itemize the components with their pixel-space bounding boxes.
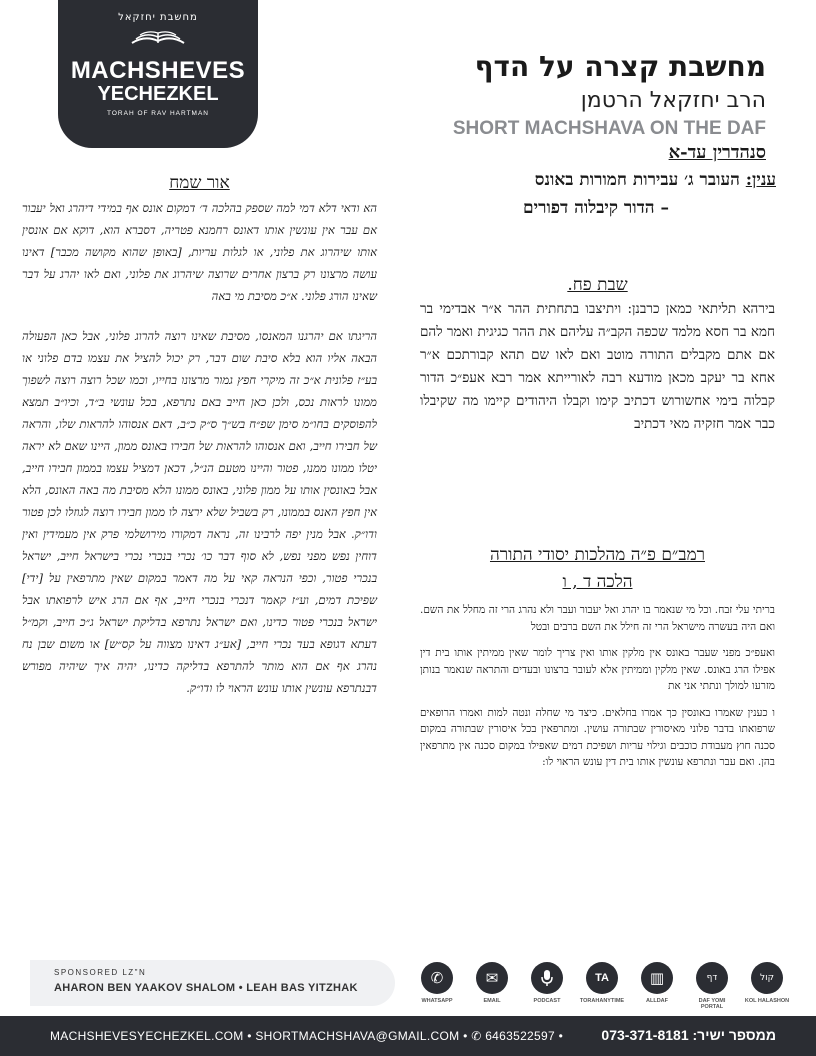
rambam-p2: ואעפ״כ מפני שעבר באונס אין מלקין אותו ואין צריך לומר שאין ממיתין אותו בית דין אפילו הרג באונס. שאין מלקין וממיתין אלא לעובר ברצונו ובעדים והתראה שנאמר בנותן מזרעו למולך ונתתי אני את: [420, 647, 775, 692]
rambam-halacha: הלכה ד , ו: [562, 572, 633, 592]
ohr-sameach-para1: הא ודאי דלא דמי למה שספק בהלכה ד׳ דמקום אונס אף במידי דיהרג ואל יעבור אם עבר אין עונשין אותו דאונס רחמנא פטריה, דסברא הוא, דוקא אם אונסין אותו שיהרוג את פלוני, או לגלות עריות, [באופן שהוא מקושה מכבר] דאינו עושה מרצונו רק ברצון אחרים שרוצה שיהרוג את פלוני, ואם לאו יהרג על דבר שאינו הורג פלוני. א״כ מסיבת מי באה: [22, 201, 377, 303]
podcast-icon: [540, 969, 554, 987]
link-whatsapp[interactable]: [412, 962, 462, 1010]
book-icon: [128, 27, 188, 49]
kolhalashon-icon: קול: [760, 973, 774, 983]
page-title: מחשבת קצרה על הדף: [474, 50, 766, 83]
rambam-title: רמב״ם פ״ה מהלכות יסודי התורה: [489, 545, 705, 565]
alldaf-label: ALLDAF: [646, 998, 668, 1004]
logo-tagline: TORAH OF RAV HARTMAN: [107, 110, 209, 117]
ohr-sameach-section: [22, 173, 377, 913]
link-kolhalashon[interactable]: [742, 962, 792, 1010]
podcast-label: PODCAST: [533, 998, 561, 1004]
inyan-line2: – הדור קיבלוה דפורים: [523, 198, 669, 218]
sponsor-label: SPONSORED LZ"N: [54, 968, 147, 977]
shabbos-title: שבת פח.: [567, 275, 628, 295]
whatsapp-icon: ✆: [430, 969, 444, 987]
link-torahanytime[interactable]: [577, 962, 627, 1010]
email-label: EMAIL: [483, 998, 501, 1004]
kolhalashon-label: KOL HALASHON: [744, 998, 790, 1004]
link-dafyomi-portal[interactable]: [687, 962, 737, 1010]
logo: [58, 0, 258, 148]
rambam-p3: ו כענין שאמרו באונסין כך אמרו בחלאים. כיצד מי שחלה ונטה למות ואמרו הרופאים שרפואתו בדבר פלוני מאיסורין שבתורה עושין. ומתרפאין בכל איסורין שבתורה במקום סכנה חוץ מעבודת כוכבים וגילוי עריות ושפיכת דמים שאפילו במקום סכנה אין מתרפאין בהן. ואם עבר ונתרפא עונשין אותו בית דין עונש הראוי לו:: [420, 706, 775, 768]
masechta: סנהדרין עד-א: [668, 142, 766, 163]
inyan-line1: [416, 170, 776, 190]
alldaf-icon: ▥: [649, 969, 665, 987]
ohr-sameach-para2: הריגתו אם יהרגנו המאנסו, מסיבת שאינו רוצה להרוג פלוני, אבל כאן הפעולה הבאה אליו הוא בלא סיבת שום דבר, רק יכול להציל את עצמו בדם פלוני או בע״ז פלונית א״כ זה מיקרי חפץ גמור מרצונו בחייו, וכמו שכל רוצה רוצה לשפוך ממונו לראות נכס, ולכן כאן חייב באם נתרפא, בכל עונשי ב״ד, וכיו״ב תמצא להפוסקים בחו״מ סימן שפ״ח בש״ך ס״ק כ״ב, דאם אנסוהו להראות שלו, והראה של חבירו חייב, ואם אנסוהו להראות של חבירו באונס ממון, היינו שאם לא יראה יטלו ממונו ממנו, פטור והיינו מטעם הנ״ל, דכאן דמציל עצמו בממון חבירו חייב, אבל באונסין אותו על ממון פלוני, באונס ממונו הלא מסיבת מה באה האונס, הלא אין חפץ האנס בממונו, רק בשביל שלא ירצה לו ממון חבירו רוצה לגוזלו לכן פטור ודו״ק. אבל מנין יפה לרבינו זה, נראה דמקורו מירושלמי פרק אין מעמידין ואין דוחין נפש מפני נפש, לא סוף דבר כו׳ נכרי בנכרי נכרי בישראל חייב, ישראל בנכרי פטור, וכפי הנראה קאי על מה דאמר במקום שאין מתרפאין על [ידי] שפיכת דמים, וע״ז קאמר דנכרי בנכרי חייב, אף אם הרג איש לרפואתו אבל ישראל בנכרי פטור כדינו, ואם ישראל נתרפא בדליקת ישראל ג״כ חייב, וקמ״ל דעתא דגופא בעד נכרי חייב, [אע״ג דאינו מצווה על קס״ש] או משום שבן נח נהרג אף אם הוא מותר להתרפא בדליקה כדינו, יהיה איך שיהיה מפורש דבנתרפא עונשין אותו עונש הראוי לו ודו״ק.: [22, 329, 377, 695]
ohr-sameach-title: אור שמח: [169, 173, 230, 193]
english-title: SHORT MACHSHAVA ON THE DAF: [452, 118, 766, 139]
footer-phone[interactable]: ממספר ישיר: 073-371-8181: [601, 1027, 776, 1043]
rambam-p1: בריתי עלי זבח. וכל מי שנאמר בו יהרג ואל יעבור ועבר ולא נהרג הרי זה מחלל את השם. ואם היה בעשרה מישראל הרי זה חילל את השם ברבים ובטל: [420, 604, 775, 633]
dafyomi-portal-icon: דף: [706, 973, 718, 983]
footer: [0, 1016, 816, 1056]
sponsor-box: [30, 960, 395, 1006]
author: הרב יחזקאל הרטמן: [580, 88, 766, 113]
email-icon: ✉: [485, 969, 499, 987]
social-links: [412, 962, 792, 1010]
inyan-label: ענין:: [745, 170, 776, 190]
rambam-text: [420, 602, 775, 771]
dafyomi-portal-label: DAF YOMI PORTAL: [698, 998, 726, 1010]
logo-line2: YECHEZKEL: [97, 83, 219, 105]
torahanytime-label: TORAHANYTIME: [579, 998, 625, 1004]
torahanytime-icon: TA: [595, 972, 609, 984]
logo-line1: MACHSHEVES: [70, 57, 246, 84]
link-email[interactable]: [467, 962, 517, 1010]
link-alldaf[interactable]: [632, 962, 682, 1010]
sponsor-names: AHARON BEN YAAKOV SHALOM • LEAH BAS YITZHAK: [54, 982, 358, 994]
whatsapp-label: WHATSAPP: [421, 998, 453, 1004]
logo-hebrew: מחשבת יחזקאל: [118, 12, 198, 23]
footer-contacts[interactable]: MACHSHEVESYECHEZKEL.COM • SHORTMACHSHAVA@GMAIL.COM • ✆ 6463522597 •: [50, 1029, 564, 1043]
link-podcast[interactable]: [522, 962, 572, 1010]
inyan-text: העובר ג׳ עבירות חמורות באונס: [534, 170, 740, 190]
shabbos-text: בירהא תליתאי כמאן כרבנן: ויתיצבו בתחתית ההר א״ר אבדימי בר חמא בר חסא מלמד שכפה הקב״ה עליהם את ההר כגיגית ואמר להם אם אתם מקבלים התורה מוטב ואם לאו שם תהא קבורתכם א״ר אחא בר יעקב מכאן מודעא רבה לאורייתא אמר רבא אעפ״כ הדור קבלוה בימי אחשורוש דכתיב קימו וקבלו היהודים קיימו מה שקיבלו כבר אמר חזקיה מאי דכתיב: [420, 301, 775, 432]
